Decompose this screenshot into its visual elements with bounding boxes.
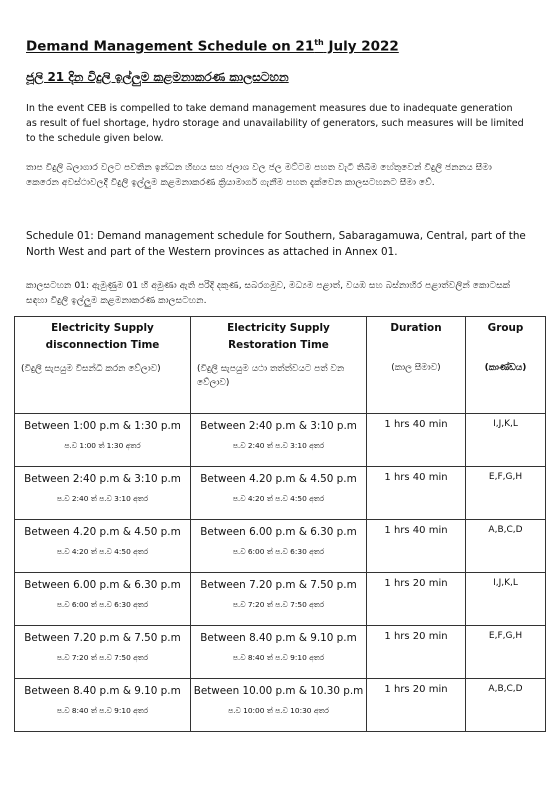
cell-disconnection xyxy=(15,679,191,732)
table-header-row xyxy=(15,317,546,414)
disconnection-time: Between 4.20 p.m & 4.50 p.m xyxy=(24,526,181,538)
disconnection-time-sinhala: ප.ව 1:00 ත් 1:30 අතර xyxy=(64,441,141,450)
disconnection-time-sinhala: ප.ව 4:20 ත් ප.ව 4:50 අතර xyxy=(56,547,149,556)
disconnection-time-sinhala: ප.ව 7:20 ත් ප.ව 7:50 අතර xyxy=(56,653,149,662)
table-row xyxy=(15,679,546,732)
duration-value: 1 hrs 40 min xyxy=(384,472,448,483)
group-value: E,F,G,H xyxy=(488,472,523,482)
cell-group xyxy=(466,573,546,626)
group-value: A,B,C,D xyxy=(488,684,523,694)
disconnection-time: Between 6.00 p.m & 6.30 p.m xyxy=(24,579,181,591)
cell-disconnection xyxy=(15,573,191,626)
schedule-description-sinhala: කාලසටහන 01: ඇමුණුම 01 හි අමුණා ඇති පරිදි දකුණ, සබරගමුව, මධ්‍යම පළාත්, වයඹ සහ බස්නාහිර පළාත්වලින් කොටසක් සඳහා විදුලි ඉල්ලුම කළමනාකරණ කාලසටහන. xyxy=(26,280,511,307)
restoration-time: Between 8.40 p.m & 9.10 p.m xyxy=(200,632,357,644)
group-value: I,J,K,L xyxy=(493,578,518,588)
cell-group xyxy=(466,679,546,732)
table-row xyxy=(15,467,546,520)
disconnection-time: Between 2:40 p.m & 3:10 p.m xyxy=(24,473,181,485)
cell-restoration xyxy=(191,626,367,679)
header-group-sinhala: (කාණ්ඩය) xyxy=(484,363,527,373)
cell-restoration xyxy=(191,414,367,467)
page-title-sinhala: ජූලි 21 දින විදුලි ඉල්ලුම කළමනාකරණ කාලසටහන xyxy=(26,70,289,84)
table-row xyxy=(15,520,546,573)
restoration-time-sinhala: ප.ව 2:40 ත් ප.ව 3:10 අතර xyxy=(232,441,325,450)
duration-value: 1 hrs 20 min xyxy=(384,631,448,642)
cell-disconnection xyxy=(15,520,191,573)
cell-restoration xyxy=(191,679,367,732)
group-value: E,F,G,H xyxy=(488,631,523,641)
schedule-table xyxy=(14,316,546,732)
table-row xyxy=(15,573,546,626)
cell-duration xyxy=(367,414,466,467)
header-disconnection-label: Electricity Supply disconnection Time xyxy=(45,322,160,351)
disconnection-time: Between 7.20 p.m & 7.50 p.m xyxy=(24,632,181,644)
schedule-description-english: Schedule 01: Demand management schedule for Southern, Sabaragamuwa, Central, part of the North West and part of the Western provinces as attached in Annex 01. xyxy=(26,230,526,258)
table-row xyxy=(15,626,546,679)
duration-value: 1 hrs 40 min xyxy=(384,419,448,430)
restoration-time: Between 4.20 p.m & 4.50 p.m xyxy=(200,473,357,485)
header-restoration xyxy=(191,317,367,414)
cell-disconnection xyxy=(15,467,191,520)
restoration-time: Between 6.00 p.m & 6.30 p.m xyxy=(200,526,357,538)
cell-restoration xyxy=(191,573,367,626)
cell-restoration xyxy=(191,467,367,520)
header-duration-sinhala: (කාල සීමාව) xyxy=(391,363,441,373)
cell-duration xyxy=(367,520,466,573)
header-disconnection-sinhala: (විදුලි සැපයුම විසන්ධි කරන වේලාව) xyxy=(21,364,161,374)
disconnection-time: Between 8.40 p.m & 9.10 p.m xyxy=(24,685,181,697)
group-value: A,B,C,D xyxy=(488,525,523,535)
disconnection-time-sinhala: ප.ව 8:40 ත් ප.ව 9:10 අතර xyxy=(56,706,149,715)
duration-value: 1 hrs 20 min xyxy=(384,578,448,589)
disconnection-time-sinhala: ප.ව 6:00 ත් ප.ව 6:30 අතර xyxy=(56,600,149,609)
page-title: Demand Management Schedule on 21th July 2022 xyxy=(26,38,399,55)
header-disconnection xyxy=(15,317,191,414)
restoration-time-sinhala: ප.ව 7:20 ත් ප.ව 7:50 අතර xyxy=(232,600,325,609)
restoration-time: Between 7.20 p.m & 7.50 p.m xyxy=(200,579,357,591)
restoration-time-sinhala: ප.ව 4:20 ත් ප.ව 4:50 අතර xyxy=(232,494,325,503)
cell-group xyxy=(466,520,546,573)
disconnection-time-sinhala: ප.ව 2:40 ත් ප.ව 3:10 අතර xyxy=(56,494,149,503)
restoration-time-sinhala: ප.ව 6:00 ත් ප.ව 6:30 අතර xyxy=(232,547,325,556)
header-restoration-sinhala: (විදුලි සැපයුම යථා තත්ත්වයට පත් වන වේලාව) xyxy=(197,364,345,388)
duration-value: 1 hrs 40 min xyxy=(384,525,448,536)
title-superscript: th xyxy=(314,38,324,47)
restoration-time: Between 10.00 p.m & 10.30 p.m xyxy=(193,685,364,697)
cell-duration xyxy=(367,467,466,520)
cell-group xyxy=(466,414,546,467)
intro-sinhala: තාප විදුලි බලාගාර වලට පවතින ඉන්ධන හිඟය සහ ජලාශ වල ජල මට්ටම පහත වැටී තිබීම හේතුවෙන් විදුලි ජනනය සීමා කෙරෙන අවස්ථාවලදී විදුලි ඉල්ලුම කළමනාකරණ ක්‍රියාමාර්ග ගැනීම පහත දැක්වෙන කාලසටහනට සීමා වේ. xyxy=(26,162,492,189)
disconnection-time: Between 1:00 p.m & 1:30 p.m xyxy=(24,420,181,432)
restoration-time-sinhala: ප.ව 8:40 ත් ප.ව 9:10 අතර xyxy=(232,653,325,662)
table-row xyxy=(15,414,546,467)
duration-value: 1 hrs 20 min xyxy=(384,684,448,695)
cell-restoration xyxy=(191,520,367,573)
cell-disconnection xyxy=(15,626,191,679)
intro-english: In the event CEB is compelled to take demand management measures due to inadequate generation as result of fuel shortage, hydro storage and unavailability of generators, such measures will be limited to the schedule given below. xyxy=(26,103,524,145)
cell-group xyxy=(466,467,546,520)
header-restoration-label: Electricity Supply Restoration Time xyxy=(227,322,330,351)
restoration-time-sinhala: ප.ව 10:00 ත් ප.ව 10:30 අතර xyxy=(228,706,329,715)
restoration-time: Between 2:40 p.m & 3:10 p.m xyxy=(200,420,357,432)
header-duration xyxy=(367,317,466,414)
header-group-label: Group xyxy=(487,322,524,334)
cell-disconnection xyxy=(15,414,191,467)
header-duration-label: Duration xyxy=(390,322,442,334)
group-value: I,J,K,L xyxy=(493,419,518,429)
header-group xyxy=(466,317,546,414)
cell-duration xyxy=(367,626,466,679)
cell-group xyxy=(466,626,546,679)
cell-duration xyxy=(367,573,466,626)
cell-duration xyxy=(367,679,466,732)
